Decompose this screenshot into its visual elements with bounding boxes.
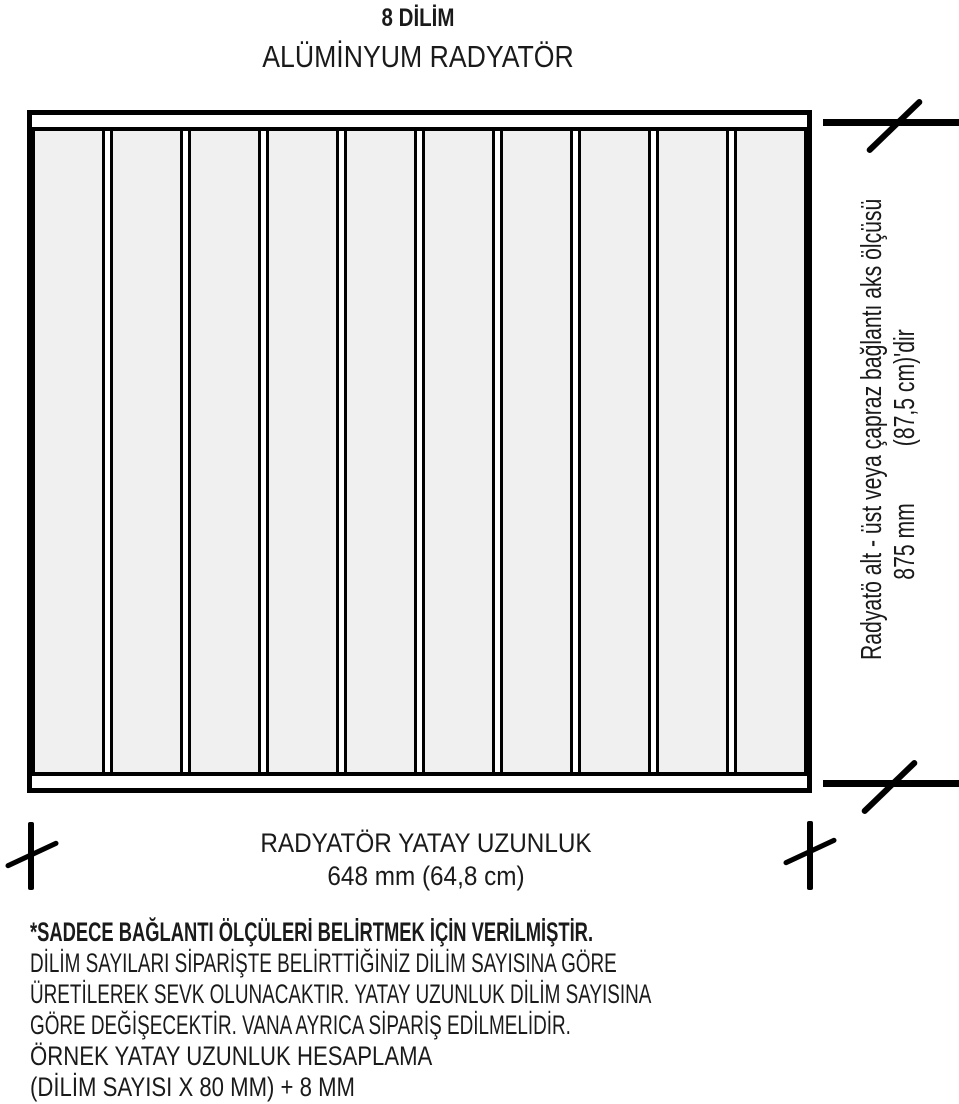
note-line: (DİLİM SAYISI X 80 MM) + 8 MM bbox=[30, 1072, 355, 1102]
page-title bbox=[0, 4, 836, 75]
vertical-dimension-value: 875 mm bbox=[889, 503, 921, 580]
vertical-dimension-label bbox=[856, 195, 922, 660]
horizontal-dimension-label bbox=[0, 827, 852, 893]
radiator-bottom-header bbox=[32, 772, 807, 788]
note-line: ÜRETİLEREK SEVK OLUNACAKTIR. YATAY UZUNLUK DİLİM SAYISINA bbox=[30, 979, 652, 1009]
note-line: GÖRE DEĞİŞECEKTİR. VANA AYRICA SİPARİŞ EDİLMELİDİR. bbox=[30, 1010, 571, 1040]
vertical-dimension-description: Radyatö alt - üst veya çapraz bağlantı aks ölçüsü bbox=[856, 198, 888, 660]
horizontal-dimension-title: RADYATÖR YATAY UZUNLUK bbox=[260, 828, 592, 858]
radiator-diagram bbox=[27, 110, 812, 793]
radiator-panel bbox=[656, 131, 729, 772]
title-product-name: ALÜMİNYUM RADYATÖR bbox=[262, 39, 574, 74]
radiator-panel bbox=[578, 131, 651, 772]
radiator-body bbox=[32, 131, 807, 772]
radiator-panel bbox=[266, 131, 339, 772]
note-line: ÖRNEK YATAY UZUNLUK HESAPLAMA bbox=[30, 1041, 433, 1071]
vertical-dimension-note: (87,5 cm)'dir bbox=[889, 329, 921, 447]
radiator-panel bbox=[422, 131, 495, 772]
horizontal-dimension-value: 648 mm (64,8 cm) bbox=[327, 861, 525, 891]
radiator-panel bbox=[32, 131, 105, 772]
radiator-panel bbox=[344, 131, 417, 772]
vertical-dimension-value-line bbox=[889, 321, 922, 660]
radiator-panel bbox=[500, 131, 573, 772]
notes bbox=[30, 917, 955, 1103]
note-line: DİLİM SAYILARI SİPARİŞTE BELİRTTİĞİNİZ DİLİM SAYISINA GÖRE bbox=[30, 948, 617, 978]
radiator-panel bbox=[734, 131, 807, 772]
title-section-count: 8 DİLİM bbox=[381, 4, 455, 32]
radiator-panel bbox=[188, 131, 261, 772]
radiator-top-header bbox=[32, 115, 807, 131]
radiator-panel bbox=[110, 131, 183, 772]
dimension-slash-icon bbox=[865, 98, 923, 154]
note-line: *SADECE BAĞLANTI ÖLÇÜLERİ BELİRTMEK İÇİN VERİLMİŞTİR. bbox=[30, 917, 594, 947]
dimension-slash-icon bbox=[860, 759, 918, 815]
